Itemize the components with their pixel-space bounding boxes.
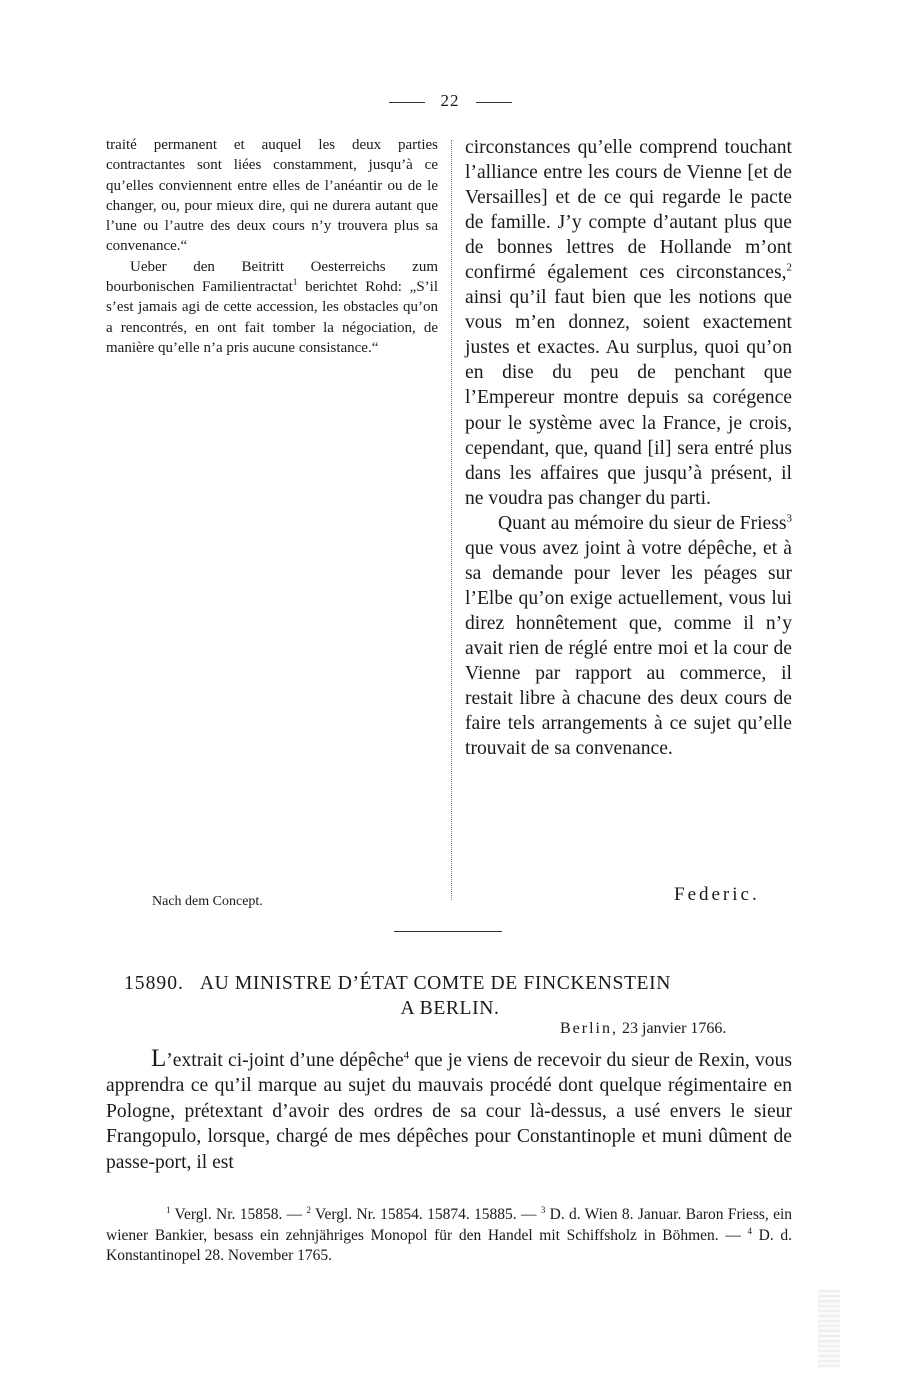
footnote-ref-3: 3: [786, 512, 792, 525]
footnote-2: Vergl. Nr. 15854. 15874. 15885. —: [310, 1206, 541, 1223]
letter-body-text-b: que je viens de recevoir du sieur de Rexin, vous apprendra ce qu’il marque au sujet du mauvais procédé dont quelque régimentaire en Pologne, prétextant d’avoir des ordres de sa cour là-dessus, a usé envers le sieur Frangopulo, lorsque, chargé de mes dépêches pour Constantinople et muni dûment de passe-port, il est: [106, 1050, 792, 1173]
footnote-mark-1: 1: [166, 1204, 171, 1215]
footnote-mark-3: 3: [540, 1204, 546, 1215]
left-paragraph-1: traité permanent et auquel les deux parties contractantes sont liées constamment, jusqu’à ce qu’elles conviennent entre elles de l’anéantir ou de le changer, ou, pour mieux dire, qui ne durera autant que l’une ou l’autre des deux cours n’y trouvera plus sa convenance.“: [106, 137, 438, 255]
footnote-mark-4: 4: [747, 1225, 752, 1236]
right-column: [465, 135, 792, 761]
footnote-1: Vergl. Nr. 15858. —: [170, 1206, 307, 1223]
footnote-ref-1: 1: [292, 277, 298, 288]
page-number: 22: [440, 91, 460, 110]
letter-heading-line-2: A BERLIN.: [400, 998, 500, 1019]
right-paragraph-1-text-a: circonstances qu’elle comprend touchant l’alliance entre les cours de Vienne [et de Versailles] et de ce qui regarde le pacte de famille. J’y compte d’autant plus que de bonnes lettres de Hollande m’ont confirmé également ces circonstances,: [465, 137, 792, 284]
left-paragraph-2-text-b: berichtet Rohd: „S’il s’est jamais agi de cette accession, les obstacles qu’on a rencontrés, en ont fait tomber la négociation, de manière qu’elle n’a pris aucune consistance.“: [106, 279, 438, 356]
footnote-4: D. d. Konstantinopel 28. November 1765.: [106, 1226, 792, 1264]
footnote-ref-4: 4: [403, 1049, 410, 1062]
right-paragraph-2: [465, 511, 792, 761]
letter-heading-line-1: AU MINISTRE D’ÉTAT COMTE DE FINCKENSTEIN: [199, 973, 671, 994]
left-paragraph-2-text-a: Ueber den Beitritt Oesterreichs zum bourbonischen Familientractat: [106, 258, 438, 296]
section-divider: [394, 931, 502, 932]
footnote-3: D. d. Wien 8. Januar. Baron Friess, ein wiener Bankier, besass ein zehnjähriges Monopol für den Handel mit Schiffsholz in Böhmen. —: [106, 1206, 793, 1244]
signature: Federic.: [674, 884, 760, 905]
footnote-mark-2: 2: [306, 1204, 311, 1215]
right-paragraph-1-text-b: ainsi qu’il faut bien que les notions que vous m’en donnez, soient exactement justes et exactes. Au surplus, quoi qu’on en dise du peu de penchant que l’Empereur montre depuis sa corégence pour le système avec la France, je crois, cependant, que, quand [il] sera entré plus dans les affaires que jusqu’à présent, il ne voudra pas changer du parti.: [465, 287, 792, 509]
letter-number: 15890.: [124, 973, 184, 994]
running-header: [0, 91, 900, 111]
right-paragraph-2-text-b: que vous avez joint à votre dépêche, et à sa demande pour lever les péages sur l’Elbe qu’on exige actuellement, vous lui direz honnêtement que, comme il n’y avait rien de réglé entre moi et la cour de Vienne par rapport au commerce, il restait libre à chacune des deux cours de faire tels arrangements à ce sujet qu’elle trouvait de sa convenance.: [465, 537, 792, 760]
right-paragraph-1: [465, 135, 792, 511]
scan-edge-mark: [818, 1290, 840, 1368]
column-divider: [451, 140, 452, 900]
letter-body: [106, 1046, 792, 1175]
dateline: [560, 1020, 726, 1038]
left-paragraph-2: [106, 257, 438, 358]
header-rule-right: [476, 102, 512, 103]
header-rule-left: [389, 102, 425, 103]
source-note: Nach dem Concept.: [152, 894, 263, 909]
date-text: 23 janvier 1766.: [618, 1020, 727, 1037]
left-column: [106, 135, 438, 358]
letter-body-text-a: ’extrait ci-joint d’une dépêche: [166, 1050, 404, 1071]
footnote-block: [106, 1205, 792, 1267]
letter-heading: [108, 971, 792, 996]
date-city: Berlin,: [560, 1020, 618, 1037]
letter-dropcap: L: [151, 1045, 167, 1072]
footnotes: [106, 1205, 792, 1267]
footnote-ref-2: 2: [786, 261, 792, 274]
right-paragraph-2-text-a: Quant au mémoire du sieur de Friess: [498, 512, 787, 534]
